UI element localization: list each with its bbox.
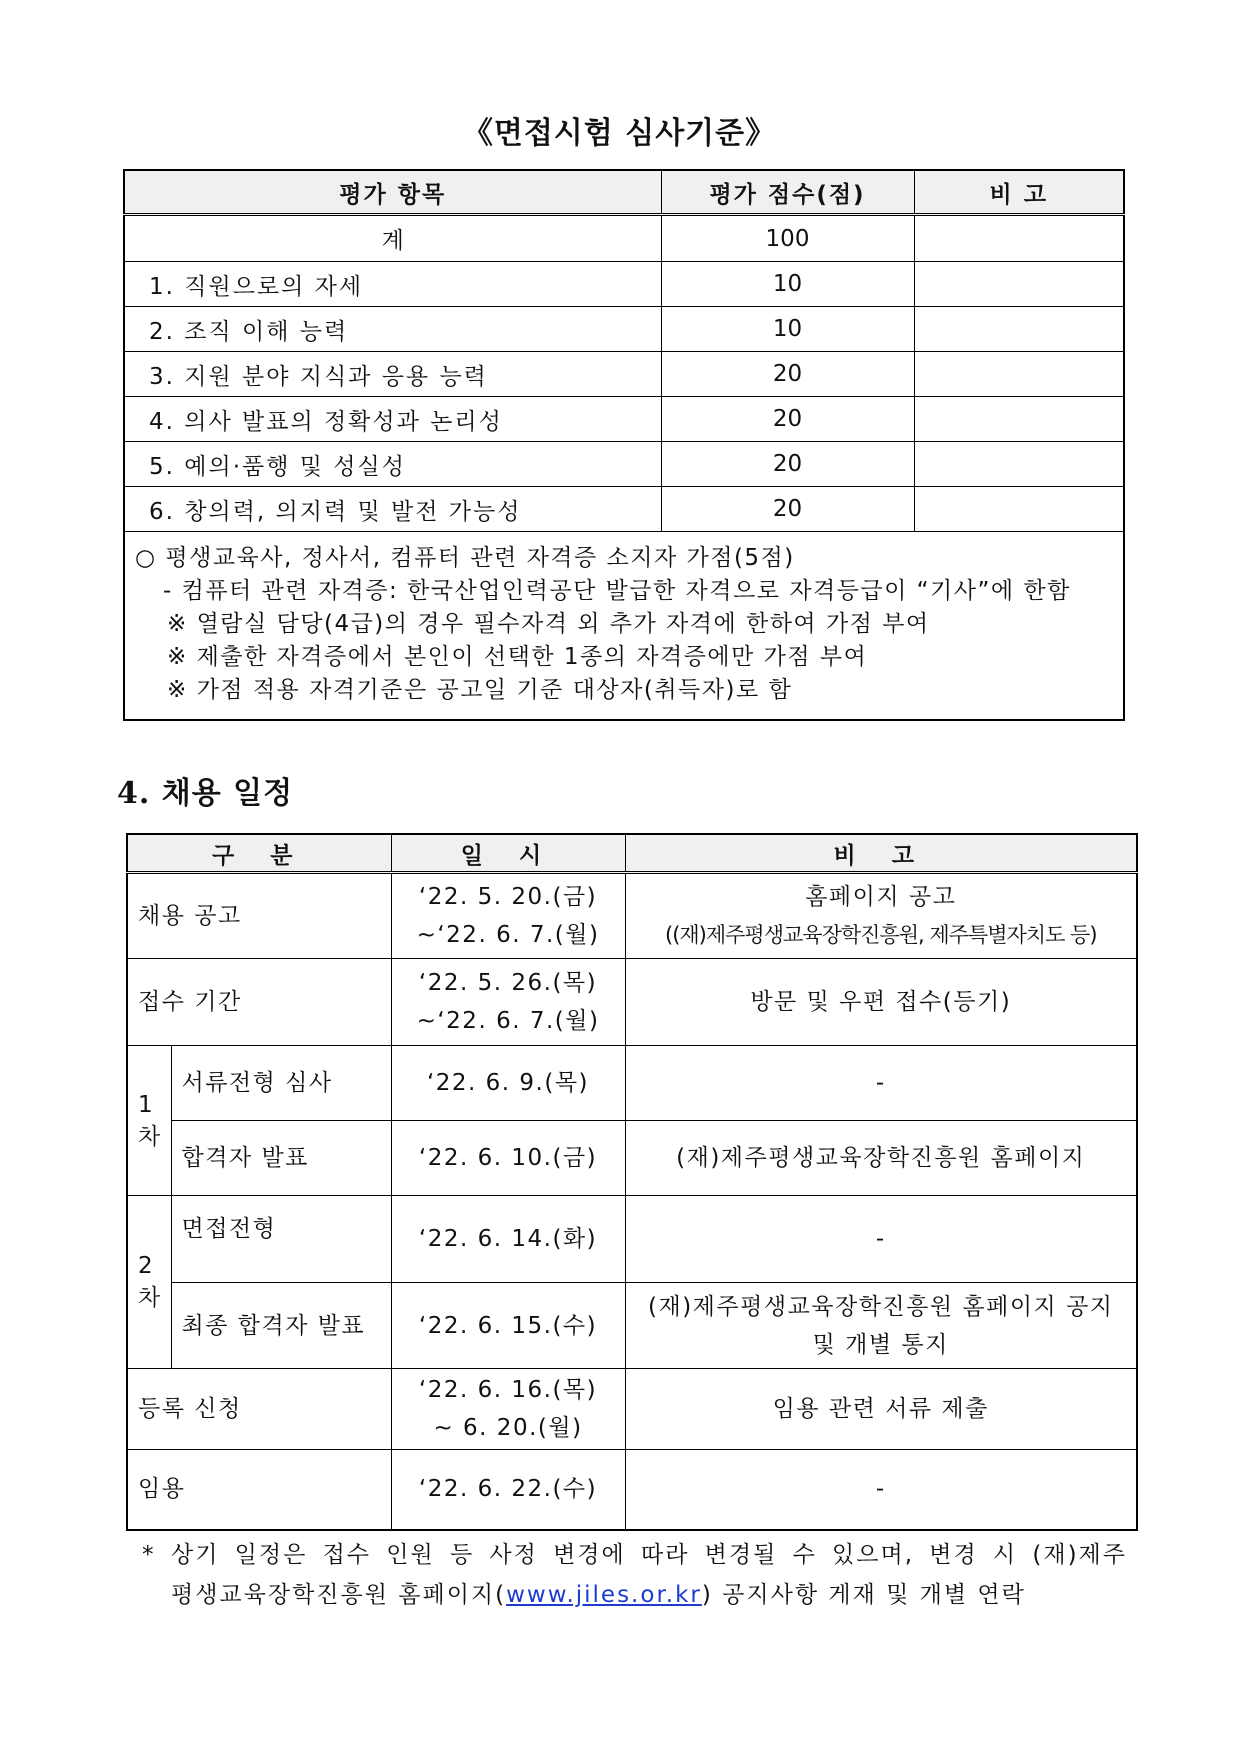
row-date: ‘22. 6. 10.(금) xyxy=(391,1121,625,1196)
table-row xyxy=(127,1121,1137,1196)
row-note: - xyxy=(625,1196,1137,1283)
interview-criteria-table xyxy=(123,169,1125,721)
stage-2-label xyxy=(127,1196,171,1369)
table-row xyxy=(127,1450,1137,1530)
header-remarks: 비 고 xyxy=(625,834,1137,873)
item-score: 10 xyxy=(661,262,914,307)
bonus-note-sub: ※ 가점 적용 자격기준은 공고일 기준 대상자(취득자)로 함 xyxy=(167,677,793,703)
stage-suffix: 차 xyxy=(138,1123,162,1150)
item-remarks xyxy=(914,307,1124,352)
row-date: ‘22. 6. 9.(목) xyxy=(391,1046,625,1121)
note-line: (재)제주평생교육장학진흥원 홈페이지 공지 xyxy=(648,1293,1114,1320)
table-row xyxy=(124,352,1124,397)
date-start: ‘22. 6. 16.(목) xyxy=(418,1377,598,1403)
bonus-note-sub: ※ 열람실 담당(4급)의 경우 필수자격 외 추가 자격에 한하여 가점 부여 xyxy=(167,611,930,637)
footnote-text: ) 공지사항 게재 및 개별 연락 xyxy=(701,1582,1026,1608)
table-header-row xyxy=(124,170,1124,215)
date-start: ‘22. 5. 20.(금) xyxy=(418,884,598,910)
footnote-line-2 xyxy=(142,1575,1127,1615)
stage-suffix: 차 xyxy=(138,1285,162,1311)
header-category: 구 분 xyxy=(127,834,391,873)
row-date: ‘22. 6. 22.(수) xyxy=(391,1450,625,1530)
bonus-note-sub: - 컴퓨터 관련 자격증: 한국산업인력공단 발급한 자격으로 자격등급이 “기사”에 한함 xyxy=(163,578,1071,604)
date-start: ‘22. 5. 26.(목) xyxy=(418,970,598,996)
total-remarks xyxy=(914,215,1124,262)
table-row xyxy=(127,873,1137,959)
row-note xyxy=(625,1283,1137,1369)
row-label: 채용 공고 xyxy=(127,873,391,959)
footnote-asterisk: * xyxy=(142,1542,156,1568)
row-note: - xyxy=(625,1046,1137,1121)
bonus-note-sub: ※ 제출한 자격증에서 본인이 선택한 1종의 자격증에만 가점 부여 xyxy=(167,644,868,670)
table-row xyxy=(124,487,1124,532)
bonus-note-main: ○ 평생교육사, 정사서, 컴퓨터 관련 자격증 소지자 가점(5점) xyxy=(135,545,795,571)
stage-number: 2 xyxy=(138,1253,155,1279)
bonus-notes xyxy=(124,532,1124,721)
note-line: 홈페이지 공고 xyxy=(805,884,957,910)
item-score: 20 xyxy=(661,442,914,487)
row-note: (재)제주평생교육장학진흥원 홈페이지 xyxy=(625,1121,1137,1196)
table-row-total xyxy=(124,215,1124,262)
row-label: 접수 기간 xyxy=(127,959,391,1046)
row-date: ‘22. 6. 15.(수) xyxy=(391,1283,625,1369)
schedule-section-title: 4. 채용 일정 xyxy=(117,776,294,811)
item-label: 2. 조직 이해 능력 xyxy=(124,307,661,352)
row-label: 임용 xyxy=(127,1450,391,1530)
total-score: 100 xyxy=(661,215,914,262)
table-row xyxy=(127,1046,1137,1121)
table-row xyxy=(124,307,1124,352)
item-label: 5. 예의·품행 및 성실성 xyxy=(124,442,661,487)
item-score: 20 xyxy=(661,487,914,532)
homepage-link[interactable]: www.jiles.or.kr xyxy=(506,1582,702,1608)
row-date xyxy=(391,959,625,1046)
header-eval-item: 평가 항목 xyxy=(124,170,661,215)
schedule-footnote xyxy=(142,1535,1127,1615)
table-header-row xyxy=(127,834,1137,873)
table-row xyxy=(124,262,1124,307)
interview-criteria-title: 《면접시험 심사기준》 xyxy=(462,116,777,151)
row-note xyxy=(625,873,1137,959)
table-row xyxy=(124,397,1124,442)
item-remarks xyxy=(914,487,1124,532)
footnote-text: 평생교육장학진흥원 홈페이지( xyxy=(171,1582,507,1608)
total-label: 계 xyxy=(124,215,661,262)
header-eval-score: 평가 점수(점) xyxy=(661,170,914,215)
table-row xyxy=(127,959,1137,1046)
table-row-notes xyxy=(124,532,1124,721)
item-label: 3. 지원 분야 지식과 응용 능력 xyxy=(124,352,661,397)
row-note: - xyxy=(625,1450,1137,1530)
item-label: 1. 직원으로의 자세 xyxy=(124,262,661,307)
row-label: 등록 신청 xyxy=(127,1369,391,1450)
item-remarks xyxy=(914,262,1124,307)
row-note: 임용 관련 서류 제출 xyxy=(625,1369,1137,1450)
note-line: 및 개별 통지 xyxy=(812,1331,949,1358)
table-row xyxy=(124,442,1124,487)
item-remarks xyxy=(914,352,1124,397)
header-datetime: 일 시 xyxy=(391,834,625,873)
row-date xyxy=(391,873,625,959)
table-row xyxy=(127,1369,1137,1450)
date-end: ~‘22. 6. 7.(월) xyxy=(416,1008,600,1034)
note-line: ((재)제주평생교육장학진흥원, 제주특별자치도 등) xyxy=(665,923,1097,947)
row-date: ‘22. 6. 14.(화) xyxy=(391,1196,625,1283)
table-row xyxy=(127,1283,1137,1369)
date-end: ~‘22. 6. 7.(월) xyxy=(416,922,600,948)
item-remarks xyxy=(914,397,1124,442)
row-note: 방문 및 우편 접수(등기) xyxy=(625,959,1137,1046)
stage-number: 1 xyxy=(138,1091,155,1118)
item-score: 20 xyxy=(661,352,914,397)
row-label: 서류전형 심사 xyxy=(171,1046,391,1121)
item-score: 10 xyxy=(661,307,914,352)
row-date xyxy=(391,1369,625,1450)
row-label: 최종 합격자 발표 xyxy=(171,1283,391,1369)
footnote-line-1: 상기 일정은 접수 인원 등 사정 변경에 따라 변경될 수 있으며, 변경 시 (재)제주 xyxy=(171,1542,1127,1568)
item-label: 6. 창의력, 의지력 및 발전 가능성 xyxy=(124,487,661,532)
header-remarks: 비 고 xyxy=(914,170,1124,215)
schedule-table xyxy=(126,833,1138,1531)
table-row xyxy=(127,1196,1137,1283)
item-remarks xyxy=(914,442,1124,487)
row-label: 면접전형 xyxy=(171,1196,391,1283)
date-end: ~ 6. 20.(월) xyxy=(433,1415,583,1441)
item-label: 4. 의사 발표의 정확성과 논리성 xyxy=(124,397,661,442)
row-label: 합격자 발표 xyxy=(171,1121,391,1196)
item-score: 20 xyxy=(661,397,914,442)
stage-1-label xyxy=(127,1046,171,1196)
